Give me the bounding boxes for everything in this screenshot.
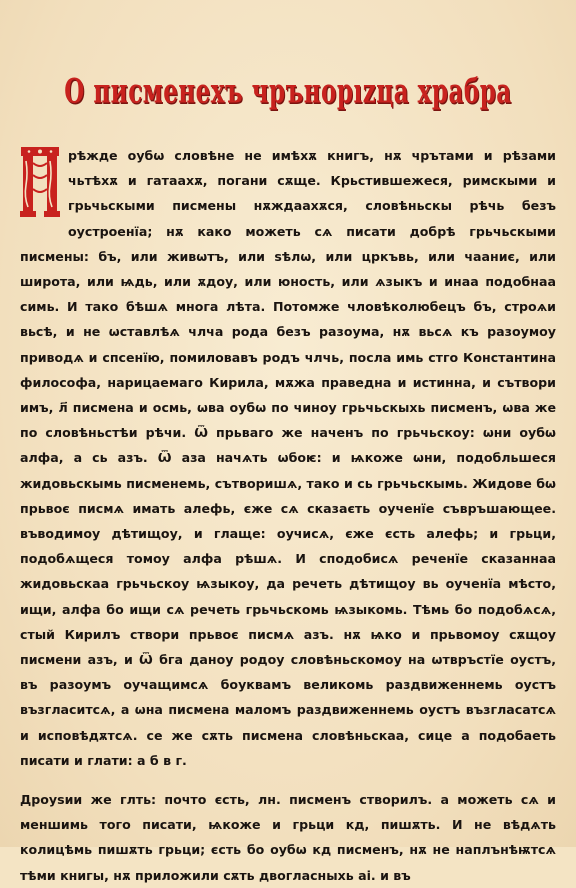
- dropcap-p-icon: [20, 145, 60, 219]
- paragraph-2: Дроуѕии же глть: почто єсть, лн. писменъ створилъ. а можеть сѧ и меншимь того писати, ѩкоже и грьци кд, пишѫть. И не вѣдѧть колицѣмь пишѫть грьци; єсть бо оубѡ кд писменъ, нѫ не наплънѣѭтсѧ тѣми книгы, нѫ приложили сѫть двогласныхь аі. и въ: [20, 792, 556, 883]
- paragraph-1-text: рѣжде оубѡ словѣне не имѣхѫ книгъ, нѫ чрътами и рѣзами чьтѣхѫ и гатаахѫ, погани сѫще. Крьстившежеся, римскыми и грьчьскыми писмены нѫждаахѫся, словѣньскы рѣчь безъ оустроенїа; нѫ како можеть сѧ писати добрѣ грьчьскыми писмены: бъ, или живѡтъ, или ѕѣлѡ, или цркъвь, или чааниє, или широта, или ѩдь, или ѫдоу, или юность, или ѧзыкъ и инаа подобнаа симь. И тако бѣшѧ многа лѣта. Потомже чловѣколюбецъ бъ, строѧи вьсѣ, и не ѡставлѣѧ члча рода безъ разоума, нѫ вьсѧ къ разоумоу приводѧ и спсенїю, помиловавъ родъ члчь, посла имь стго Константина философа, нарицаемаго Кирила, мѫжа праведна и истинна, и сътвори имъ, л҃ писмена и осмь, ѡва оубѡ по чиноу грьчьскыхь писменъ, ѡва же по словѣньстѣи рѣчи. Ѿ прьваго же наченъ по грьчьскоу: ѡни оубѡ алфа, а сь азъ. Ѿ аза начѧть ѡбоѥ: и ѩкоже ѡни, подобльшеся жидовьскымь писменемь, сътворишѧ, тако и сь грьчьскымь. Жидове бѡ прьвоє писмѧ имать алефь, єже сѧ сказаєть оученїе съвръшающее. въводимоу дѣтищоу, и глаще: оучисѧ, єже єсть алефь; и грьци, подобѧщеся томоу алфа рѣшѧ. И сподобисѧ реченїе сказаннаа жидовьскаа грьчьскоу ѩзыкоу, да речеть дѣтищоу вь оученїа мѣсто, ищи, алфа бо ищи сѧ речеть грьчьскомь ѩзыкомь. Тѣмь бо подобѧсѧ, стый Кирилъ створи прьвоє писмѧ азъ. нѫ ѩко и прьвомоу сѫщоу писмени азъ, и Ѿ бга даноу родоу словѣньскомоу на ѡтвръстїе оустъ, въ разоумъ оучащимсѧ боуквамъ великомь раздвиженнемь оустъ възгласитсѧ, а ѡна писмена маломъ раздвиженнемь оустъ възглаcатсѧ и исповѣдѫтсѧ. се же сѫть писмена словѣньскаа, сице а подобаеть писати и глати: а б в г.: [20, 148, 556, 768]
- page-title: О писменехъ чрънорızца храбра: [64, 72, 512, 112]
- dropcap-ornament: [20, 145, 60, 219]
- paragraph-1: [20, 143, 556, 773]
- document-body: [20, 143, 556, 888]
